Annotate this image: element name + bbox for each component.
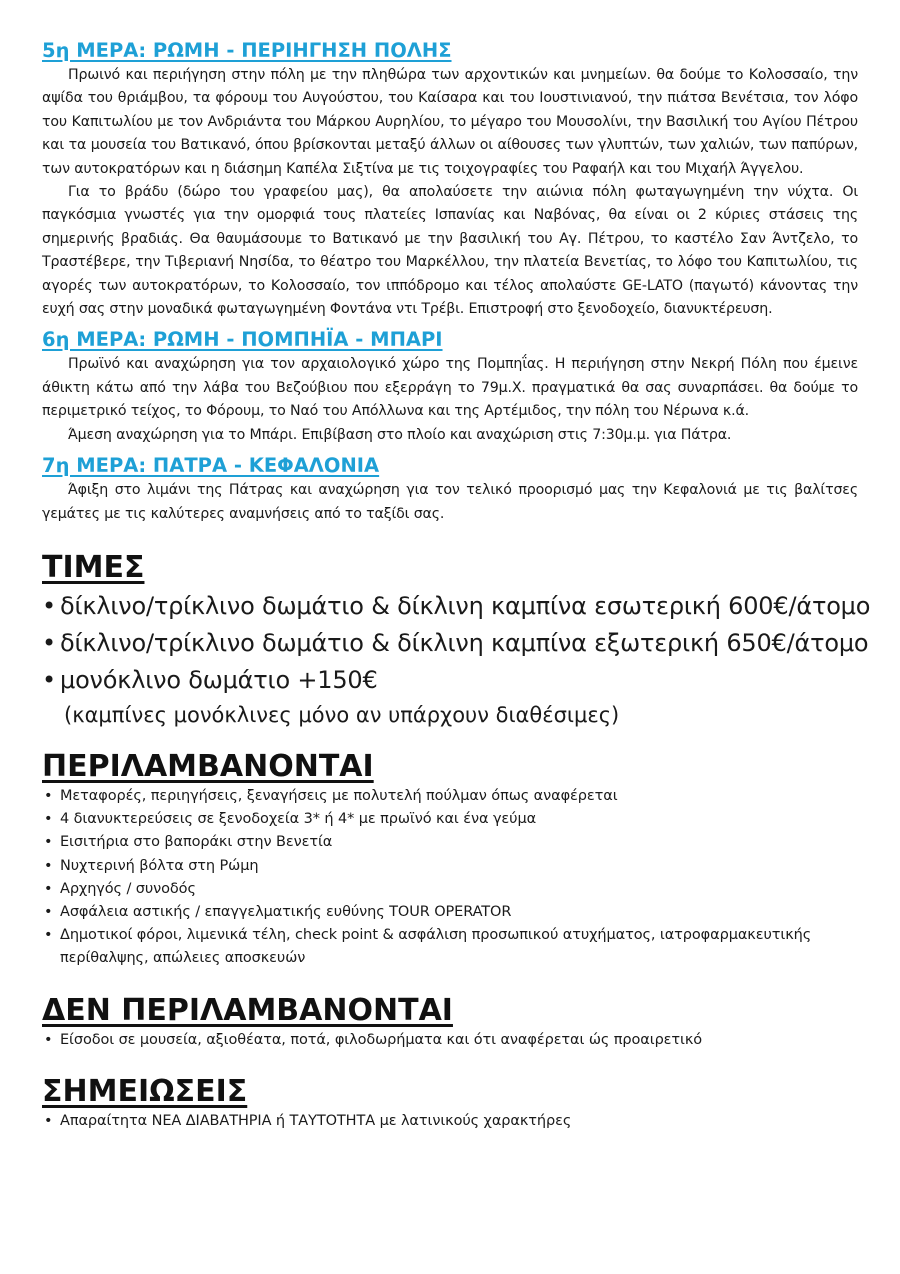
list-item: • Απαραίτητα ΝΕΑ ΔΙΑΒΑΤΗΡΙΑ ή ΤΑΥΤΟΤΗΤΑ με λατινικούς χαρακτήρες — [42, 1110, 858, 1133]
list-item: • Νυχτερινή βόλτα στη Ρώμη — [42, 855, 858, 878]
day-6-paragraph-2: Άμεση αναχώρηση για το Μπάρι. Επιβίβαση στο πλοίο και αναχώριση στις 7:30μ.μ. για Πάτρα. — [68, 426, 732, 443]
price-note: (καμπίνες μονόκλινες μόνο αν υπάρχουν διαθέσιμες) — [64, 702, 620, 727]
list-item: • Ασφάλεια αστικής / επαγγελματικής ευθύνης TOUR OPERATOR — [42, 901, 858, 924]
list-item: • Αρχηγός / συνοδός — [42, 878, 858, 901]
day-6-title: 6η ΜΕΡΑ: ΡΩΜΗ - ΠΟΜΠΗΪΑ - ΜΠΑΡΙ — [42, 328, 443, 352]
not-included-list — [42, 1029, 858, 1052]
included-list — [42, 785, 858, 971]
day-7-title: 7η ΜΕΡΑ: ΠΑΤΡΑ - ΚΕΦΑΛΟΝΙΑ — [42, 454, 380, 478]
list-item: • Είσοδοι σε μουσεία, αξιοθέατα, ποτά, φιλοδωρήματα και ότι αναφέρεται ώς προαιρετικό — [42, 1029, 858, 1052]
day-7-paragraph-1: Άφιξη στο λιμάνι της Πάτρας και αναχώρηση για τον τελικό προορισμό μας την Κεφαλονιά με τις βαλίτσες γεμάτες με τις καλύτερες αναμνήσεις από το ταξίδι σας. — [42, 482, 858, 522]
price-item: • δίκλινο/τρίκλινο δωμάτιο & δίκλινη καμπίνα εξωτερική 650€/άτομο — [42, 628, 869, 657]
price-item: • δίκλινο/τρίκλινο δωμάτιο & δίκλινη καμπίνα εσωτερική 600€/άτομο — [42, 591, 871, 620]
notes-list — [42, 1110, 858, 1133]
list-item: • 4 διανυκτερεύσεις σε ξενοδοχεία 3* ή 4* με πρωϊνό και ένα γεύμα — [42, 808, 858, 831]
prices-title: ΤΙΜΕΣ — [42, 549, 145, 585]
day-5-title: 5η ΜΕΡΑ: ΡΩΜΗ - ΠΕΡΙΗΓΗΣΗ ΠΟΛΗΣ — [42, 39, 452, 62]
not-included-title: ΔΕΝ ΠΕΡΙΛΑΜΒΑΝΟΝΤΑΙ — [42, 992, 453, 1028]
day-6-paragraph-1: Πρωϊνό και αναχώρηση για τον αρχαιολογικό χώρο της Πομπηΐας. Η περιήγηση στην Νεκρή Πόλη που έμεινε άθικτη κάτω από την λάβα του Βεζούβιου που εξερράγη το 79μ.Χ. πραγματικά θα σας συναρπάσει. θα δούμε το περιμετρικό τείχος, το Φόρουμ, το Ναό του Απόλλωνα και της Αρτέμιδος, την πόλη του Νέρωνα κ.ά. — [42, 356, 858, 420]
day-5-paragraph-2: Για το βράδυ (δώρο του γραφείου μας), θα απολαύσετε την αιώνια πόλη φωταγωγημένη την νύχτα. Οι παγκόσμια γνωστές για την ομορφιά τους πλατείες Ισπανίας και Ναβόνας, θα είναι οι 2 κύριες στάσεις της σημερινής βραδιάς. Θα θαυμάσουμε το Βατικανό με την βασιλική του Αγ. Πέτρου, το καστέλο Σαν Άντζελο, το Τραστέβερε, την Τιβεριανή Νησίδα, το θέατρο του Μαρκέλλου, την πλατεία Βενετίας, το λόφο του Καπιτωλίου, τις αγορές των αυτοκρατόρων, το Κολοσσαίο, τον ιππόδρομο και τέλος απολαύστε GE-LATO (παγωτό) κάνοντας την ευχή σας στην μοναδικά φωταγωγημένη Φοντάνα ντι Τρέβι. Επιστροφή στο ξενοδοχείο, διανυκτέρευση. — [42, 184, 858, 318]
list-item: • Μεταφορές, περιηγήσεις, ξεναγήσεις με πολυτελή πούλμαν όπως αναφέρεται — [42, 785, 858, 808]
list-item: • Δημοτικοί φόροι, λιμενικά τέλη, check point & ασφάλιση προσωπικού ατυχήματος, ιατροφαρμακευτικής περίθαλψης, απώλειες αποσκευών — [42, 924, 858, 970]
price-item: • μονόκλινο δωμάτιο +150€ — [42, 665, 378, 694]
notes-title: ΣΗΜΕΙΩΣΕΙΣ — [42, 1073, 248, 1109]
included-title: ΠΕΡΙΛΑΜΒΑΝΟΝΤΑΙ — [42, 748, 374, 784]
document-page — [42, 38, 871, 1133]
price-list — [42, 588, 871, 699]
day-5-paragraph-1: Πρωινό και περιήγηση στην πόλη με την πληθώρα των αρχοντικών και μνημείων. θα δούμε το Κολοσσαίο, την αψίδα του θριάμβου, τα φόρουμ του Αυγούστου, του Καίσαρα και του Ιουστινιανού, την πιάτσα Βενέτσια, τον λόφο του Καπιτωλίου με τον Ανδριάντα του Μάρκου Αυρηλίου, το μέγαρο του Μουσολίνι, την Βασιλική του Αγίου Πέτρου και τα μουσεία του Βατικανό, όπου βρίσκονται μεταξύ άλλων οι αίθουσες των γλυπτών, των χαλιών, των παπύρων, των αυτοκρατόρων και η διάσημη Καπέλα Σιξτίνα με τις τοιχογραφίες του Ραφαήλ και του Μιχαήλ Άγγελου. — [42, 67, 858, 177]
list-item: • Εισιτήρια στο βαποράκι στην Βενετία — [42, 831, 858, 854]
